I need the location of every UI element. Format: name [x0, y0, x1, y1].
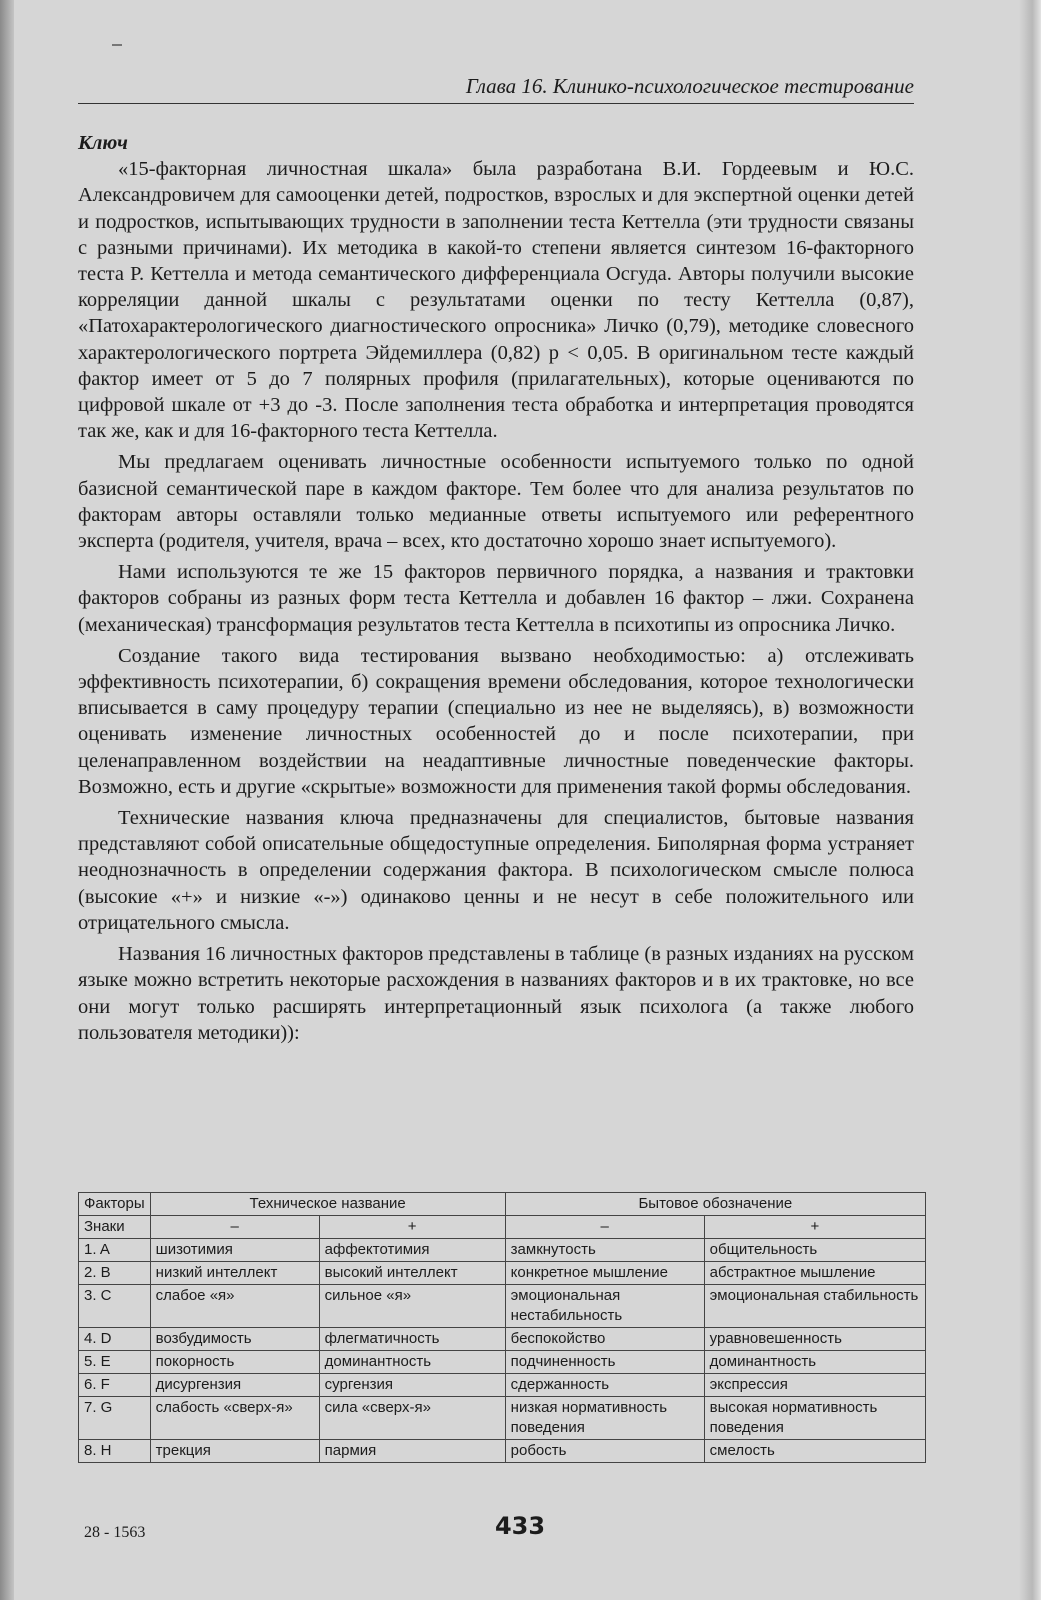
tech-minus-cell: дисургензия [150, 1374, 319, 1397]
factor-cell: 5. E [79, 1351, 151, 1374]
tech-plus-cell: аффектотимия [319, 1239, 505, 1262]
tech-minus-cell: низкий интеллект [150, 1262, 319, 1285]
page-number: 433 [494, 1512, 546, 1540]
factors-table [78, 1192, 926, 1463]
tech-plus-cell: пармия [319, 1440, 505, 1463]
tech-plus-cell: сила «сверх-я» [319, 1397, 505, 1440]
table-signs-row [79, 1216, 926, 1239]
table-header-row [79, 1193, 926, 1216]
factor-cell: 4. D [79, 1328, 151, 1351]
section-title: Ключ [78, 132, 128, 154]
life-minus-cell: эмоциональная нестабильность [505, 1285, 704, 1328]
life-plus-cell: абстрактное мышление [704, 1262, 925, 1285]
factor-cell: 7. G [79, 1397, 151, 1440]
table-row [79, 1397, 926, 1440]
life-plus-cell: эмоциональная стабильность [704, 1285, 925, 1328]
scan-mark [112, 44, 122, 46]
tech-plus-cell: доминантность [319, 1351, 505, 1374]
factor-cell: 3. C [79, 1285, 151, 1328]
factor-cell: 2. B [79, 1262, 151, 1285]
sign-minus: – [505, 1216, 704, 1239]
paragraph: Создание такого вида тестирования вызвано необходимостью: а) отслеживать эффективность психотерапии, б) сокращения времени обследования, которое технологически вписывается в саму процедуру терапии (специально из нее не выделяясь), в) возможности оценивать изменение личностных особенностей до и после психотерапии, при целенаправленном воздействии на неадаптивные личностные поведенческие факторы. Возможно, есть и другие «скрытые» возможности для применения такой формы обследования. [78, 644, 914, 798]
life-minus-cell: робость [505, 1440, 704, 1463]
header-technical: Техническое название [150, 1193, 505, 1216]
table-row [79, 1285, 926, 1328]
table-row [79, 1239, 926, 1262]
table-row [79, 1262, 926, 1285]
life-minus-cell: замкнутость [505, 1239, 704, 1262]
life-minus-cell: подчиненность [505, 1351, 704, 1374]
life-plus-cell: общительность [704, 1239, 925, 1262]
factor-cell: 8. H [79, 1440, 151, 1463]
life-plus-cell: смелость [704, 1440, 925, 1463]
life-plus-cell: уравновешенность [704, 1328, 925, 1351]
table-row [79, 1351, 926, 1374]
tech-minus-cell: шизотимия [150, 1239, 319, 1262]
life-minus-cell: низкая нормативность поведения [505, 1397, 704, 1440]
tech-minus-cell: слабое «я» [150, 1285, 319, 1328]
tech-plus-cell: высокий интеллект [319, 1262, 505, 1285]
tech-minus-cell: возбудимость [150, 1328, 319, 1351]
table-row [79, 1328, 926, 1351]
sign-plus: + [319, 1216, 505, 1239]
sign-plus: + [704, 1216, 925, 1239]
page-body [78, 130, 914, 1051]
life-plus-cell: высокая нормативность поведения [704, 1397, 925, 1440]
table-row [79, 1374, 926, 1397]
life-plus-cell: доминантность [704, 1351, 925, 1374]
life-minus-cell: беспокойство [505, 1328, 704, 1351]
tech-minus-cell: трекция [150, 1440, 319, 1463]
tech-minus-cell: слабость «сверх-я» [150, 1397, 319, 1440]
life-minus-cell: сдержанность [505, 1374, 704, 1397]
factor-cell: 6. F [79, 1374, 151, 1397]
page-edge-shadow [1019, 0, 1041, 1600]
table-row [79, 1440, 926, 1463]
printer-signature: 28 - 1563 [84, 1524, 146, 1541]
sign-minus: – [150, 1216, 319, 1239]
factor-cell: 1. A [79, 1239, 151, 1262]
tech-plus-cell: сильное «я» [319, 1285, 505, 1328]
tech-minus-cell: покорность [150, 1351, 319, 1374]
paragraph: Названия 16 личностных факторов представлены в таблице (в разных изданиях на русском языке можно встретить некоторые расхождения в названиях факторов и в их трактовке, но все они могут только расширять интерпретационный язык психолога (а также любого пользователя методики)): [78, 943, 914, 1044]
tech-plus-cell: сургензия [319, 1374, 505, 1397]
paragraph: Технические названия ключа предназначены для специалистов, бытовые названия представляют собой описательные общедоступные определения. Биполярная форма устраняет неоднозначность в определении содержания фактора. В психологическом смысле полюса (высокие «+» и низкие «-») одинаково ценны и не несут в себе положительного или отрицательного смысла. [78, 807, 914, 934]
header-factors: Факторы [79, 1193, 151, 1216]
paragraph: Нами используются те же 15 факторов первичного порядка, а названия и трактовки факторов собраны из разных форм теста Кеттелла и добавлен 16 фактор – лжи. Сохранена (механическая) трансформация результатов теста Кеттелла в психотипы из опросника Личко. [78, 561, 914, 636]
paragraph: Мы предлагаем оценивать личностные особенности испытуемого только по одной базисной семантической паре в каждом факторе. Тем более что для анализа результатов по факторам авторы оставляли только медианные ответы испытуемого или референтного эксперта (родителя, учителя, врача – всех, кто достаточно хорошо знает испытуемого). [78, 451, 914, 553]
running-head: Глава 16. Клинико-психологическое тестирование [78, 74, 914, 104]
tech-plus-cell: флегматичность [319, 1328, 505, 1351]
life-minus-cell: конкретное мышление [505, 1262, 704, 1285]
book-spine-shadow [0, 0, 14, 1600]
life-plus-cell: экспрессия [704, 1374, 925, 1397]
paragraph: «15-факторная личностная шкала» была разработана В.И. Гордеевым и Ю.С. Александровичем для самооценки детей, подростков, взрослых и для экспертной оценки детей и подростков, испытывающих трудности в заполнении теста Кеттелла (эти трудности связаны с разными причинами). Их методика в какой-то степени является синтезом 16-факторного теста Р. Кеттелла и метода семантического дифференциала Осгуда. Авторы получили высокие корреляции данной шкалы с результатами оценки по тесту Кеттелла (0,87), «Патохарактерологического диагностического опросника» Личко (0,79), методике словесного характерологического портрета Эйдемиллера (0,82) p < 0,05. В оригинальном тесте каждый фактор имеет от 5 до 7 полярных профиля (прилагательных), которые оцениваются по цифровой шкале от +3 до -3. После заполнения теста обработка и интерпретация проводятся так же, как и для 16-факторного теста Кеттелла. [78, 158, 914, 443]
header-everyday: Бытовое обозначение [505, 1193, 925, 1216]
header-signs: Знаки [79, 1216, 151, 1239]
